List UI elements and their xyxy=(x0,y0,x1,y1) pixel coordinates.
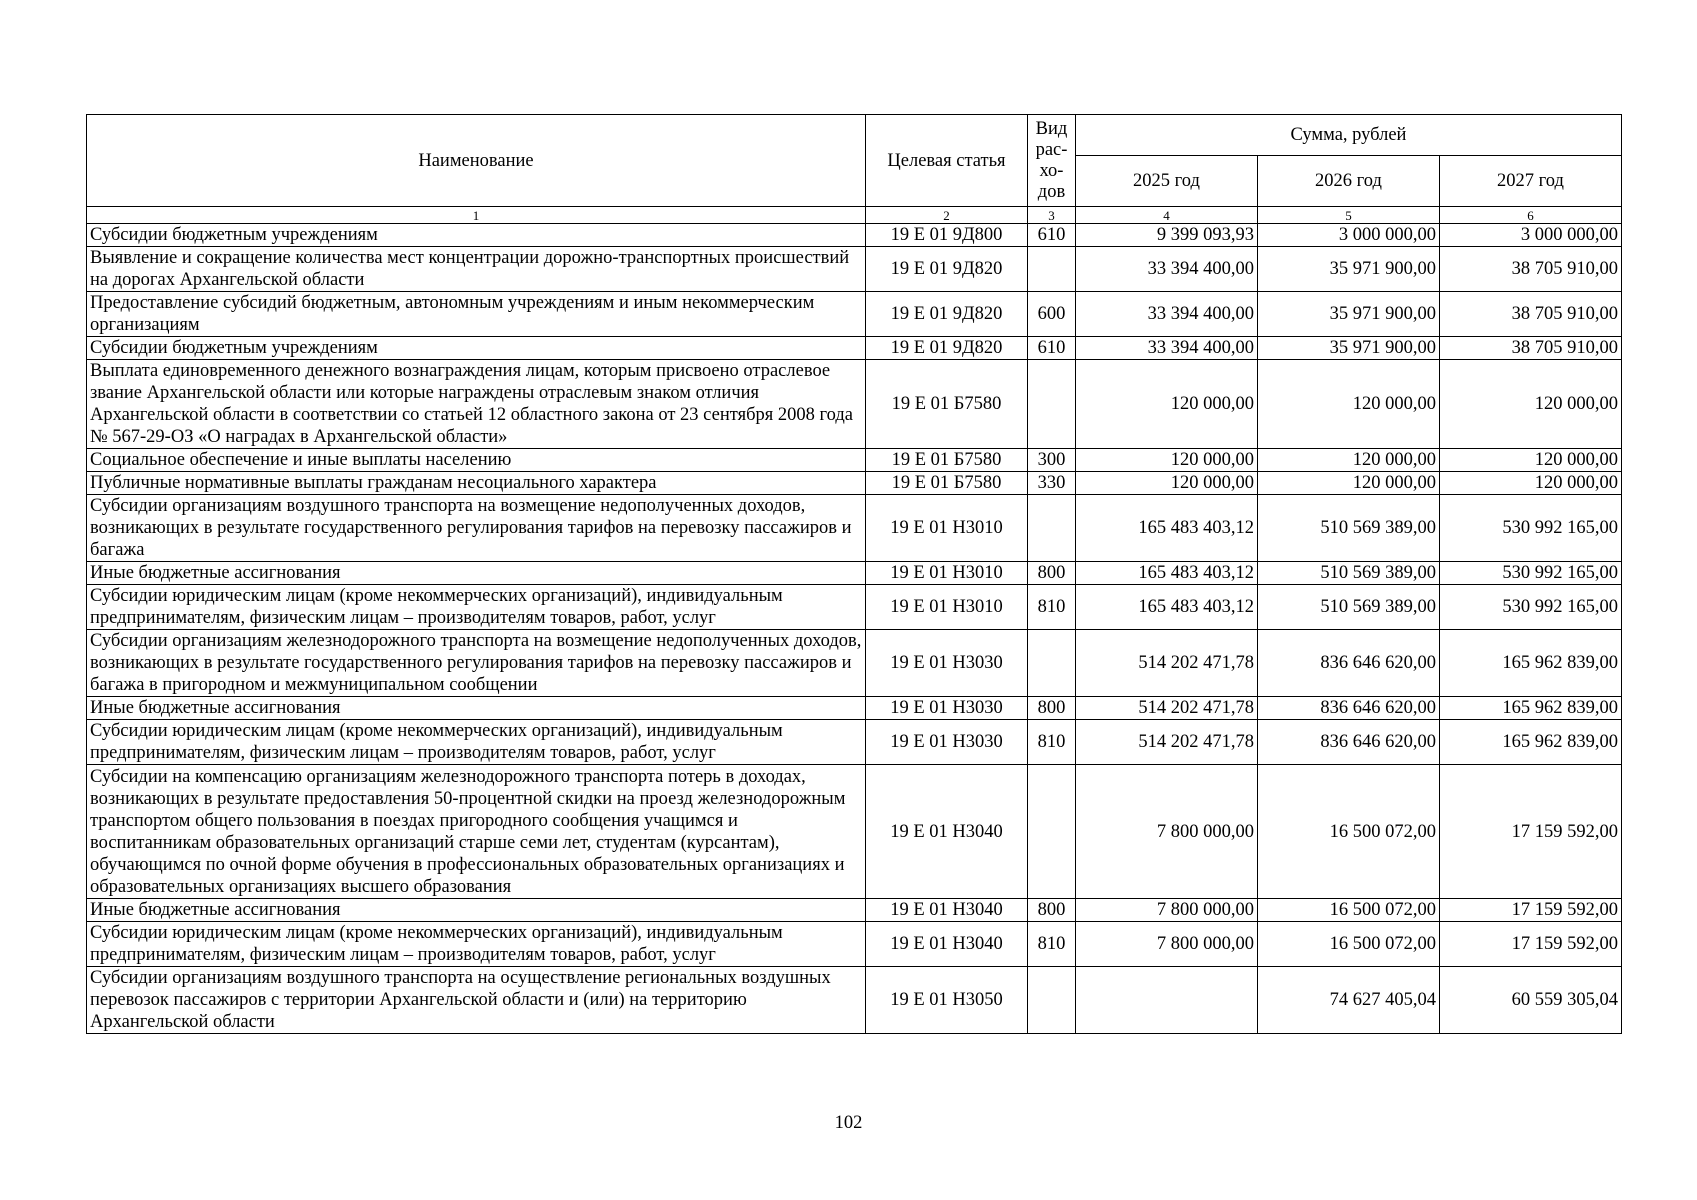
row-target-article-cell: 19 Е 01 Н3040 xyxy=(866,922,1028,967)
row-expense-type-cell: 600 xyxy=(1028,292,1076,337)
col-number: 4 xyxy=(1076,207,1258,224)
row-name-cell: Субсидии бюджетным учреждениям xyxy=(87,224,866,247)
row-name-cell: Субсидии организациям воздушного транспорта на осуществление региональных воздушных перевозок пассажиров с территории Архангельской области и (или) на территорию Архангельской области xyxy=(87,967,866,1034)
header-name: Наименование xyxy=(87,115,866,207)
row-amount-2026-cell: 510 569 389,00 xyxy=(1258,585,1440,630)
table-row xyxy=(87,899,1622,922)
row-amount-2026-cell: 120 000,00 xyxy=(1258,449,1440,472)
row-expense-type-cell xyxy=(1028,495,1076,562)
row-amount-2025-cell: 7 800 000,00 xyxy=(1076,765,1258,899)
row-expense-type-cell: 330 xyxy=(1028,472,1076,495)
row-expense-type-cell: 610 xyxy=(1028,337,1076,360)
row-amount-2026-cell: 74 627 405,04 xyxy=(1258,967,1440,1034)
table-row xyxy=(87,922,1622,967)
row-amount-2025-cell: 33 394 400,00 xyxy=(1076,292,1258,337)
row-amount-2026-cell: 510 569 389,00 xyxy=(1258,562,1440,585)
row-name-cell: Субсидии организациям железнодорожного транспорта на возмещение недополученных доходов, возникающих в результате государственного регулирования тарифов на перевозку пассажиров и багажа в пригородном и межмуниципальном сообщении xyxy=(87,630,866,697)
row-name-cell: Иные бюджетные ассигнования xyxy=(87,899,866,922)
row-name-cell: Субсидии организациям воздушного транспорта на возмещение недополученных доходов, возникающих в результате государственного регулирования тарифов на перевозку пассажиров и багажа xyxy=(87,495,866,562)
row-target-article-cell: 19 Е 01 Н3030 xyxy=(866,630,1028,697)
row-name-cell: Иные бюджетные ассигнования xyxy=(87,562,866,585)
budget-table xyxy=(86,114,1622,1034)
row-amount-2027-cell: 3 000 000,00 xyxy=(1440,224,1622,247)
row-expense-type-cell xyxy=(1028,967,1076,1034)
table-row xyxy=(87,472,1622,495)
row-expense-type-cell: 300 xyxy=(1028,449,1076,472)
row-expense-type-cell: 810 xyxy=(1028,585,1076,630)
row-name-cell: Выявление и сокращение количества мест концентрации дорожно-транспортных происшествий на дорогах Архангельской области xyxy=(87,247,866,292)
row-target-article-cell: 19 Е 01 Н3010 xyxy=(866,585,1028,630)
row-amount-2025-cell: 120 000,00 xyxy=(1076,472,1258,495)
row-name-cell: Публичные нормативные выплаты гражданам несоциального характера xyxy=(87,472,866,495)
col-number: 5 xyxy=(1258,207,1440,224)
row-target-article-cell: 19 Е 01 Б7580 xyxy=(866,449,1028,472)
table-row xyxy=(87,337,1622,360)
col-number: 1 xyxy=(87,207,866,224)
row-amount-2026-cell: 16 500 072,00 xyxy=(1258,922,1440,967)
row-target-article-cell: 19 Е 01 9Д820 xyxy=(866,247,1028,292)
table-row xyxy=(87,967,1622,1034)
row-expense-type-cell: 800 xyxy=(1028,697,1076,720)
row-target-article-cell: 19 Е 01 Н3010 xyxy=(866,562,1028,585)
row-name-cell: Субсидии юридическим лицам (кроме некоммерческих организаций), индивидуальным предпринимателям, физическим лицам – производителям товаров, работ, услуг xyxy=(87,922,866,967)
row-amount-2027-cell: 120 000,00 xyxy=(1440,360,1622,449)
row-name-cell: Субсидии юридическим лицам (кроме некоммерческих организаций), индивидуальным предпринимателям, физическим лицам – производителям товаров, работ, услуг xyxy=(87,720,866,765)
row-amount-2027-cell: 120 000,00 xyxy=(1440,449,1622,472)
row-name-cell: Социальное обеспечение и иные выплаты населению xyxy=(87,449,866,472)
row-amount-2026-cell: 836 646 620,00 xyxy=(1258,697,1440,720)
row-amount-2025-cell: 9 399 093,93 xyxy=(1076,224,1258,247)
row-amount-2026-cell: 35 971 900,00 xyxy=(1258,337,1440,360)
table-body xyxy=(87,224,1622,1034)
row-target-article-cell: 19 Е 01 9Д820 xyxy=(866,292,1028,337)
row-amount-2026-cell: 120 000,00 xyxy=(1258,472,1440,495)
col-number: 3 xyxy=(1028,207,1076,224)
header-target-article: Целевая статья xyxy=(866,115,1028,207)
row-name-cell: Иные бюджетные ассигнования xyxy=(87,697,866,720)
row-amount-2027-cell: 165 962 839,00 xyxy=(1440,697,1622,720)
table-row xyxy=(87,449,1622,472)
row-expense-type-cell xyxy=(1028,765,1076,899)
row-target-article-cell: 19 Е 01 Н3040 xyxy=(866,765,1028,899)
table-row xyxy=(87,224,1622,247)
table-row xyxy=(87,247,1622,292)
row-amount-2026-cell: 35 971 900,00 xyxy=(1258,247,1440,292)
budget-table-sheet xyxy=(86,114,1621,1034)
row-expense-type-cell: 810 xyxy=(1028,720,1076,765)
table-row xyxy=(87,630,1622,697)
row-amount-2026-cell: 120 000,00 xyxy=(1258,360,1440,449)
row-amount-2025-cell: 514 202 471,78 xyxy=(1076,697,1258,720)
row-amount-2027-cell: 17 159 592,00 xyxy=(1440,922,1622,967)
header-expense-type: Вид рас-хо-дов xyxy=(1028,115,1076,207)
row-amount-2025-cell: 7 800 000,00 xyxy=(1076,899,1258,922)
row-amount-2027-cell: 38 705 910,00 xyxy=(1440,337,1622,360)
row-name-cell: Субсидии бюджетным учреждениям xyxy=(87,337,866,360)
table-row xyxy=(87,495,1622,562)
row-name-cell: Субсидии юридическим лицам (кроме некоммерческих организаций), индивидуальным предпринимателям, физическим лицам – производителям товаров, работ, услуг xyxy=(87,585,866,630)
row-amount-2026-cell: 16 500 072,00 xyxy=(1258,899,1440,922)
row-amount-2025-cell: 165 483 403,12 xyxy=(1076,585,1258,630)
page-number: 102 xyxy=(834,1113,863,1133)
row-name-cell: Субсидии на компенсацию организациям железнодорожного транспорта потерь в доходах, возникающих в результате предоставления 50-процентной скидки на проезд железнодорожным транспортом общего пользования в поездах пригородного сообщения учащимся и воспитанникам образовательных организаций старше семи лет, студентам (курсантам), обучающимся по очной форме обучения в профессиональных образовательных организациях и образовательных организациях высшего образования xyxy=(87,765,866,899)
row-target-article-cell: 19 Е 01 Н3040 xyxy=(866,899,1028,922)
row-amount-2027-cell: 38 705 910,00 xyxy=(1440,247,1622,292)
header-year-2026: 2026 год xyxy=(1258,156,1440,207)
row-amount-2027-cell: 165 962 839,00 xyxy=(1440,630,1622,697)
table-row xyxy=(87,585,1622,630)
header-year-2027: 2027 год xyxy=(1440,156,1622,207)
row-target-article-cell: 19 Е 01 Н3050 xyxy=(866,967,1028,1034)
row-amount-2026-cell: 836 646 620,00 xyxy=(1258,720,1440,765)
row-expense-type-cell xyxy=(1028,630,1076,697)
row-amount-2027-cell: 17 159 592,00 xyxy=(1440,765,1622,899)
row-amount-2025-cell: 33 394 400,00 xyxy=(1076,247,1258,292)
row-target-article-cell: 19 Е 01 Н3030 xyxy=(866,720,1028,765)
row-amount-2027-cell: 38 705 910,00 xyxy=(1440,292,1622,337)
row-target-article-cell: 19 Е 01 Н3030 xyxy=(866,697,1028,720)
row-amount-2026-cell: 3 000 000,00 xyxy=(1258,224,1440,247)
row-amount-2027-cell: 165 962 839,00 xyxy=(1440,720,1622,765)
row-amount-2025-cell: 33 394 400,00 xyxy=(1076,337,1258,360)
table-row xyxy=(87,765,1622,899)
row-amount-2027-cell: 17 159 592,00 xyxy=(1440,899,1622,922)
row-amount-2027-cell: 530 992 165,00 xyxy=(1440,562,1622,585)
row-target-article-cell: 19 Е 01 Б7580 xyxy=(866,472,1028,495)
row-amount-2025-cell: 120 000,00 xyxy=(1076,449,1258,472)
row-amount-2025-cell: 514 202 471,78 xyxy=(1076,720,1258,765)
row-expense-type-cell: 800 xyxy=(1028,562,1076,585)
table-row xyxy=(87,697,1622,720)
row-name-cell: Выплата единовременного денежного вознаграждения лицам, которым присвоено отраслевое звание Архангельской области или которые награждены отраслевым знаком отличия Архангельской области в соответствии со статьей 12 областного закона от 23 сентября 2008 года № 567-29-ОЗ «О наградах в Архангельской области» xyxy=(87,360,866,449)
row-amount-2026-cell: 35 971 900,00 xyxy=(1258,292,1440,337)
row-amount-2026-cell: 16 500 072,00 xyxy=(1258,765,1440,899)
table-row xyxy=(87,562,1622,585)
header-year-2025: 2025 год xyxy=(1076,156,1258,207)
row-amount-2025-cell: 514 202 471,78 xyxy=(1076,630,1258,697)
row-target-article-cell: 19 Е 01 9Д800 xyxy=(866,224,1028,247)
row-amount-2027-cell: 530 992 165,00 xyxy=(1440,585,1622,630)
row-amount-2027-cell: 530 992 165,00 xyxy=(1440,495,1622,562)
row-expense-type-cell: 800 xyxy=(1028,899,1076,922)
col-number: 6 xyxy=(1440,207,1622,224)
row-amount-2027-cell: 120 000,00 xyxy=(1440,472,1622,495)
row-target-article-cell: 19 Е 01 9Д820 xyxy=(866,337,1028,360)
row-amount-2025-cell: 165 483 403,12 xyxy=(1076,495,1258,562)
row-target-article-cell: 19 Е 01 Б7580 xyxy=(866,360,1028,449)
table-row xyxy=(87,720,1622,765)
row-name-cell: Предоставление субсидий бюджетным, автономным учреждениям и иным некоммерческим организациям xyxy=(87,292,866,337)
row-target-article-cell: 19 Е 01 Н3010 xyxy=(866,495,1028,562)
row-expense-type-cell xyxy=(1028,360,1076,449)
row-expense-type-cell: 810 xyxy=(1028,922,1076,967)
row-amount-2026-cell: 510 569 389,00 xyxy=(1258,495,1440,562)
table-row xyxy=(87,360,1622,449)
row-expense-type-cell: 610 xyxy=(1028,224,1076,247)
row-expense-type-cell xyxy=(1028,247,1076,292)
table-row xyxy=(87,292,1622,337)
row-amount-2025-cell: 165 483 403,12 xyxy=(1076,562,1258,585)
row-amount-2025-cell xyxy=(1076,967,1258,1034)
col-number: 2 xyxy=(866,207,1028,224)
row-amount-2027-cell: 60 559 305,04 xyxy=(1440,967,1622,1034)
row-amount-2025-cell: 120 000,00 xyxy=(1076,360,1258,449)
header-sum: Сумма, рублей xyxy=(1076,115,1622,156)
row-amount-2025-cell: 7 800 000,00 xyxy=(1076,922,1258,967)
row-amount-2026-cell: 836 646 620,00 xyxy=(1258,630,1440,697)
